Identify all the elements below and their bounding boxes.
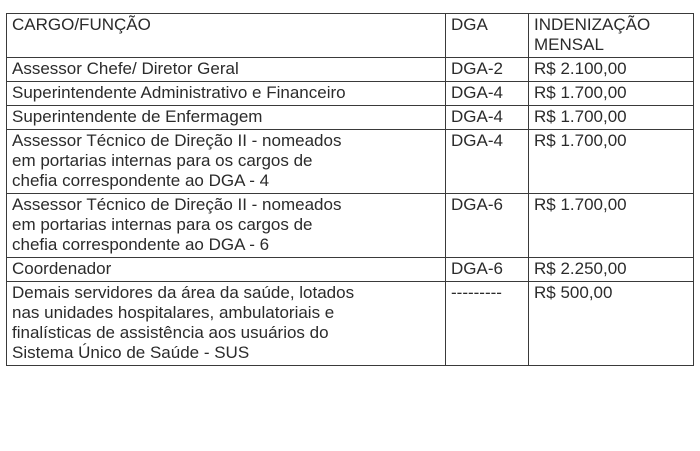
header-cargo-funcao: CARGO/FUNÇÃO <box>7 14 446 58</box>
cell-dga: DGA-4 <box>446 130 529 194</box>
cell-cargo: Superintendente Administrativo e Financeiro <box>7 82 446 106</box>
header-indenizacao-mensal: INDENIZAÇÃO MENSAL <box>529 14 694 58</box>
table-row <box>7 258 694 282</box>
cell-cargo: Assessor Técnico de Direção II - nomeados em portarias internas para os cargos de chefia correspondente ao DGA - 4 <box>7 130 446 194</box>
table-row <box>7 130 694 194</box>
cell-cargo: Assessor Chefe/ Diretor Geral <box>7 58 446 82</box>
cell-dga: DGA-2 <box>446 58 529 82</box>
table-header-row <box>7 14 694 58</box>
cell-dga: DGA-6 <box>446 194 529 258</box>
table-row <box>7 58 694 82</box>
table-row <box>7 106 694 130</box>
cell-dga: DGA-4 <box>446 82 529 106</box>
cell-dga: DGA-4 <box>446 106 529 130</box>
cell-valor: R$ 500,00 <box>529 282 694 366</box>
indenizacao-table <box>6 13 694 366</box>
table-row <box>7 282 694 366</box>
cell-valor: R$ 2.100,00 <box>529 58 694 82</box>
cell-dga: --------- <box>446 282 529 366</box>
cell-cargo: Assessor Técnico de Direção II - nomeados em portarias internas para os cargos de chefia correspondente ao DGA - 6 <box>7 194 446 258</box>
table-row <box>7 82 694 106</box>
header-dga: DGA <box>446 14 529 58</box>
cell-dga: DGA-6 <box>446 258 529 282</box>
cell-cargo: Superintendente de Enfermagem <box>7 106 446 130</box>
cell-cargo: Demais servidores da área da saúde, lotados nas unidades hospitalares, ambulatoriais e finalísticas de assistência aos usuários do Sistema Único de Saúde - SUS <box>7 282 446 366</box>
table-row <box>7 194 694 258</box>
cell-valor: R$ 1.700,00 <box>529 82 694 106</box>
cell-valor: R$ 1.700,00 <box>529 194 694 258</box>
cell-valor: R$ 2.250,00 <box>529 258 694 282</box>
cell-cargo: Coordenador <box>7 258 446 282</box>
cell-valor: R$ 1.700,00 <box>529 130 694 194</box>
cell-valor: R$ 1.700,00 <box>529 106 694 130</box>
